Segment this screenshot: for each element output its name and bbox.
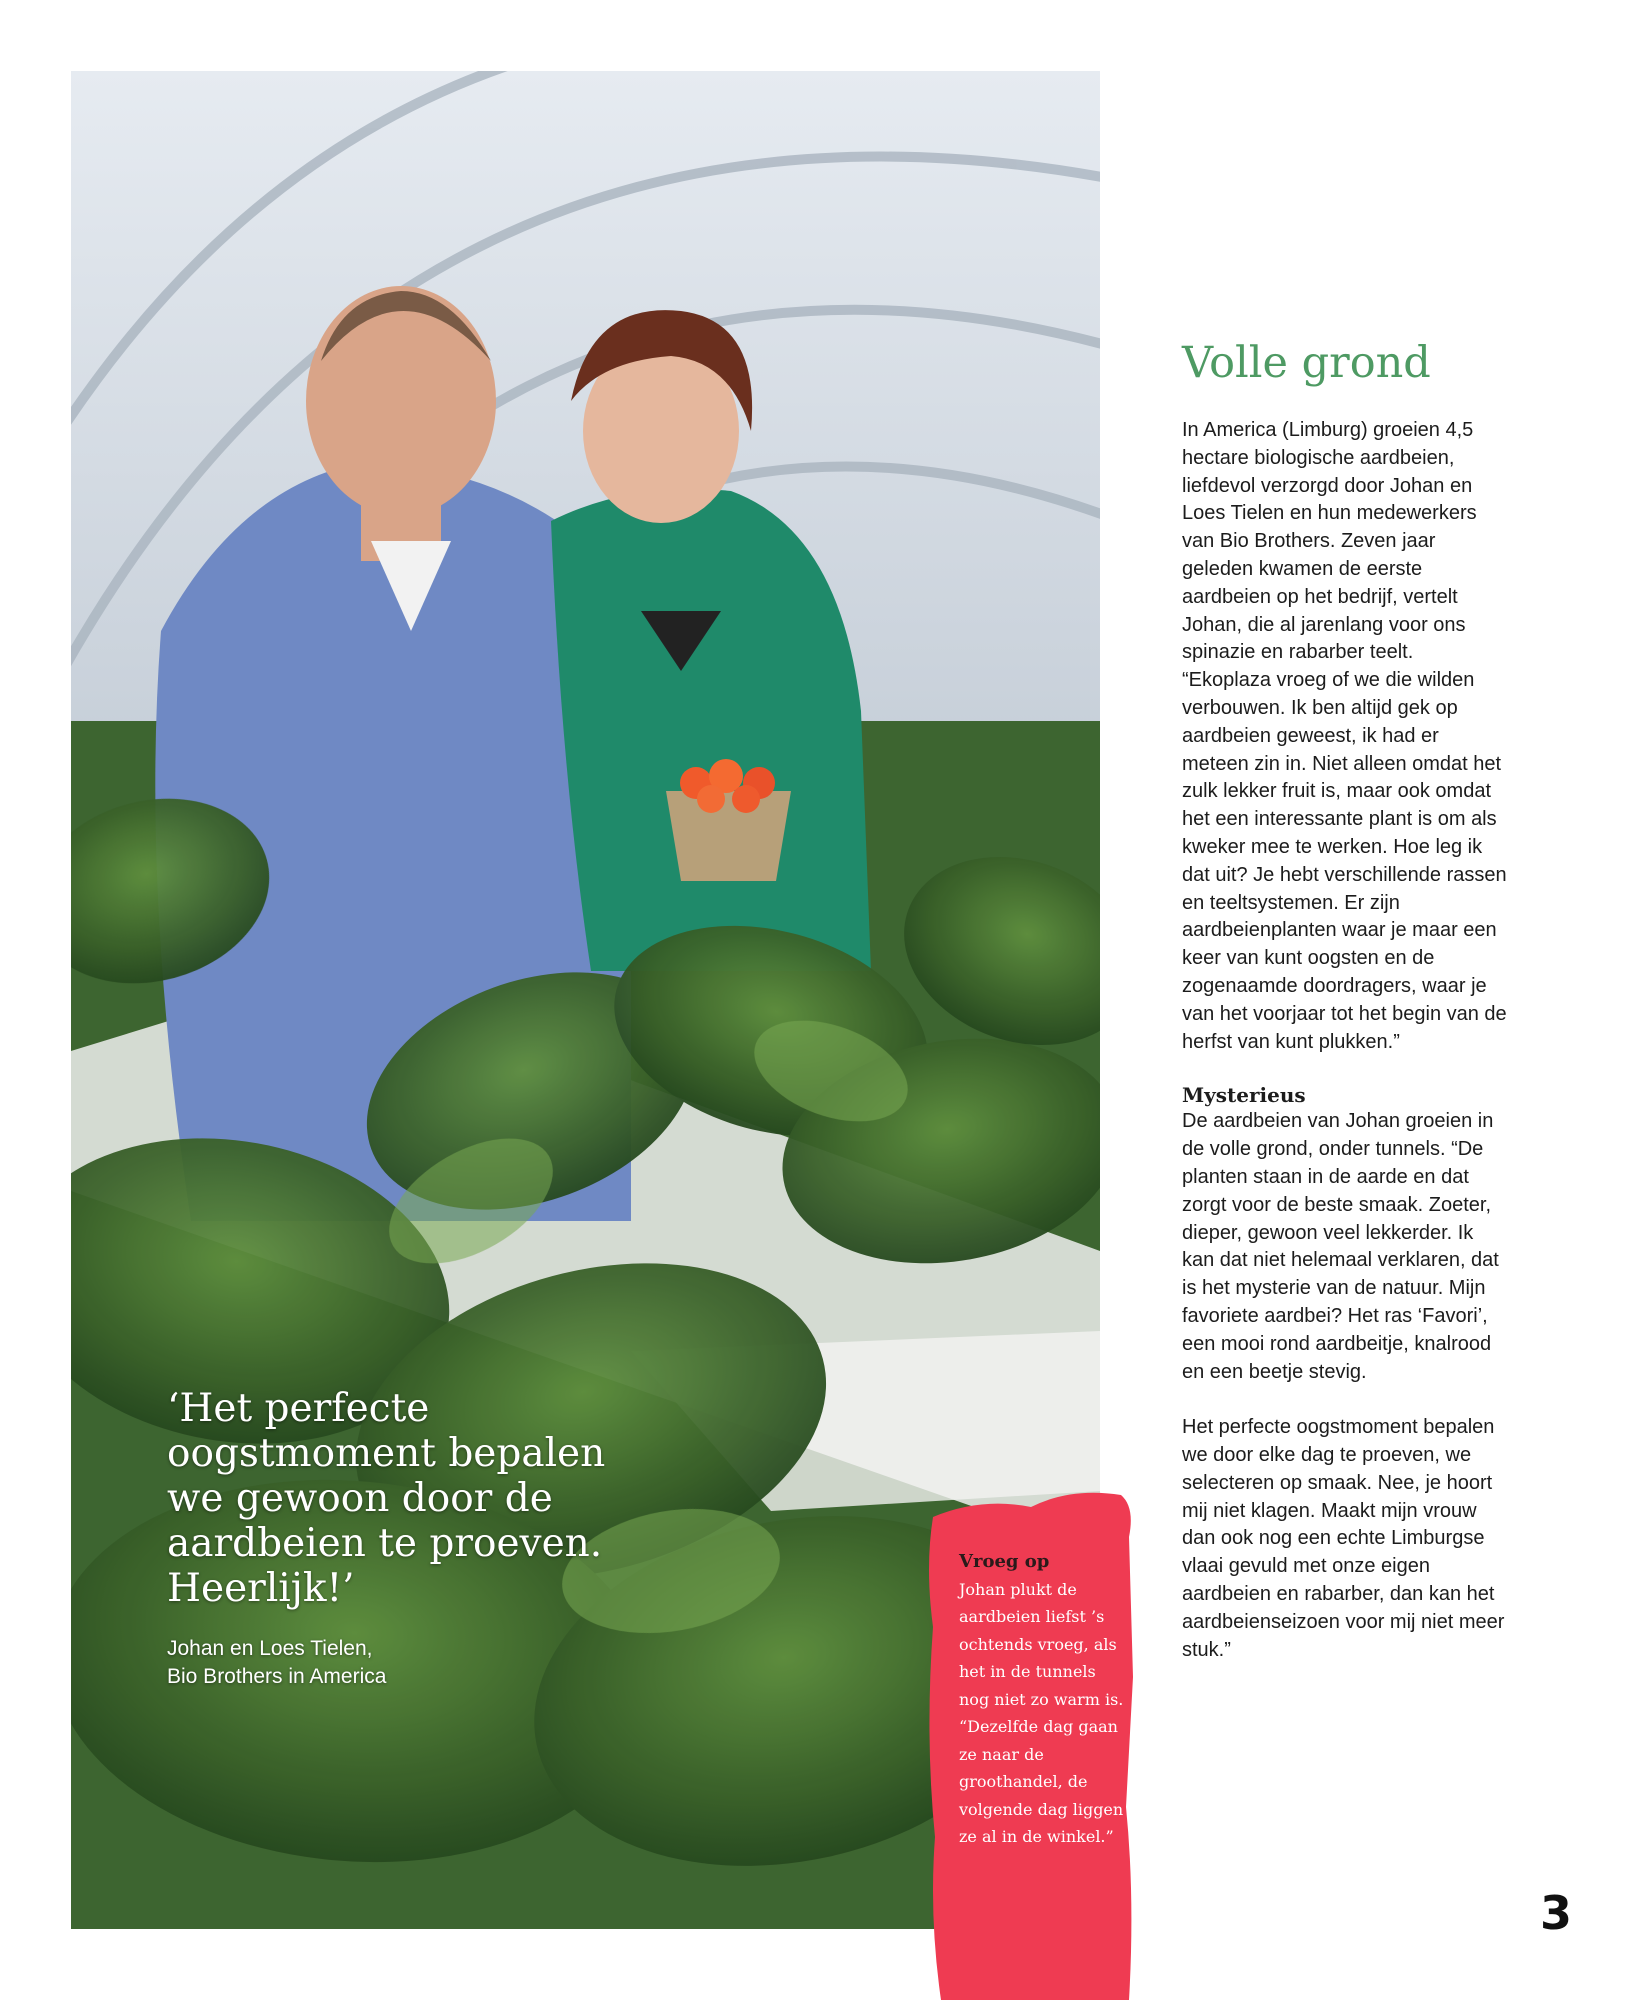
article-subheading: Mysterieus bbox=[1182, 1083, 1306, 1108]
article-title: Volle grond bbox=[1182, 338, 1431, 388]
attribution-line-2: Bio Brothers in America bbox=[167, 1665, 387, 1688]
pull-quote: ‘Het perfecte oogstmoment bepalen we gewoon door de aardbeien te proeven. Heerlijk!’ bbox=[167, 1386, 606, 1611]
article-paragraph-1: In America (Limburg) groeien 4,5 hectare biologische aardbeien, liefdevol verzorgd door Johan en Loes Tielen en hun medewerkers van Bio Brothers. Zeven jaar geleden kwamen de eerste aardbeien op het bedrijf, vertelt Johan, die al jarenlang voor ons spinazie en rabarber teelt. “Ekoplaza vroeg of we die wilden verbouwen. Ik ben altijd gek op aardbeien geweest, ik had er meteen zin in. Niet alleen omdat het zulk lekker fruit is, maar ook omdat het een interessante plant is om als kweker mee te werken. Hoe leg ik dat uit? Je hebt verschillende rassen en teeltsystemen. Er zijn aardbeienplanten waar je maar een keer van kunt oogsten en de zogenaamde doordragers, waar je van het voorjaar tot het begin van de herfst van kunt plukken.” bbox=[1182, 419, 1507, 1053]
quote-attribution bbox=[167, 1635, 647, 1691]
attribution-line-1: Johan en Loes Tielen, bbox=[167, 1637, 373, 1660]
article-paragraph-2: De aardbeien van Johan groeien in de volle grond, onder tunnels. “De planten staan in de aarde en dat zorgt voor de beste smaak. Zoeter, dieper, gewoon veel lekkerder. Ik kan dat niet helemaal verklaren, dat is het mysterie van de natuur. Mijn favoriete aardbei? Het ras ‘Favori’, een mooi rond aardbeitje, knalrood en een beetje stevig. bbox=[1182, 1110, 1499, 1383]
strawberry-punnet bbox=[666, 759, 791, 881]
article-column bbox=[1182, 335, 1507, 1664]
pull-quote-block bbox=[167, 1386, 647, 1691]
sidebar-text bbox=[959, 1548, 1129, 1851]
sidebar-body: Johan plukt de aardbeien liefst ’s ochtends vroeg, als het in de tunnels nog niet zo warm is. “Dezelfde dag gaan ze naar de groothandel, de volgende dag liggen ze al in de winkel.” bbox=[959, 1579, 1124, 1846]
page-number: 3 bbox=[1539, 1886, 1572, 1940]
article-paragraph-3: Het perfecte oogstmoment bepalen we door elke dag te proeven, we selecteren op smaak. Nee, je hoort mij niet klagen. Maakt mijn vrouw dan ook nog een echte Limburgse vlaai gevuld met onze eigen aardbeien en rabarber, dan kan het aardbeienseizoen voor mij niet meer stuk.” bbox=[1182, 1416, 1505, 1661]
sidebar-heading: Vroeg op bbox=[959, 1551, 1050, 1572]
